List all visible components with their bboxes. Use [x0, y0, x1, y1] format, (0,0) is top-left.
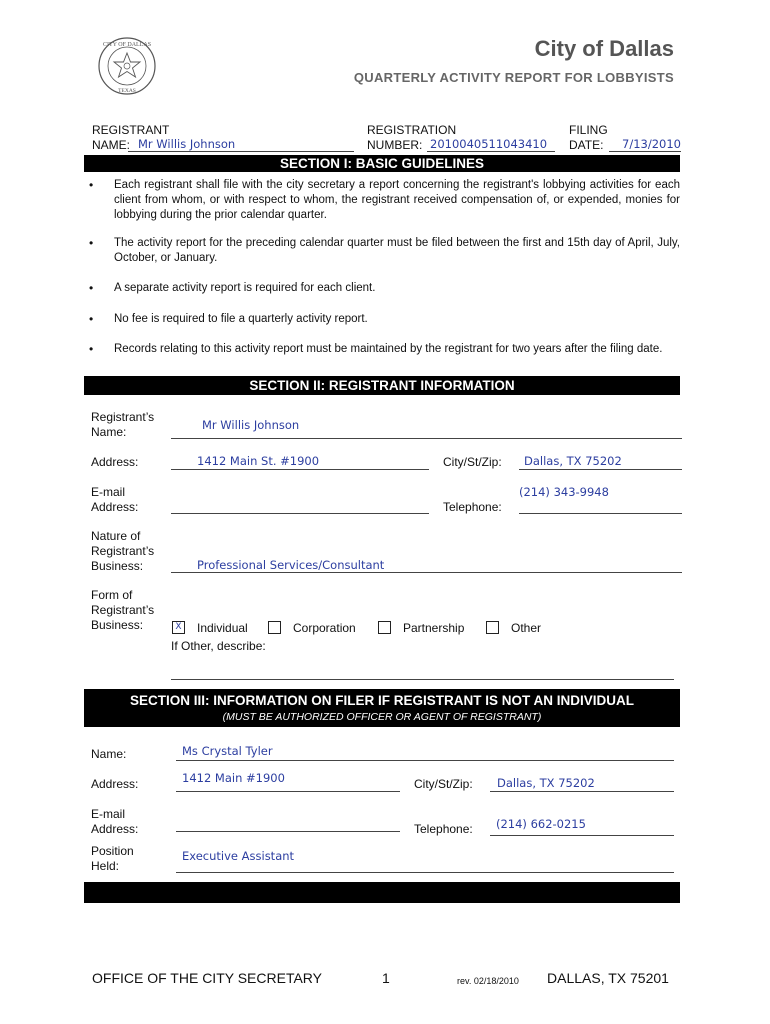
check-mark: X	[175, 622, 182, 632]
position-held-input[interactable]	[176, 849, 674, 873]
checkbox-individual[interactable]	[172, 621, 185, 634]
section-3-heading: SECTION III: INFORMATION ON FILER IF REGISTRANT IS NOT AN INDIVIDUAL	[130, 693, 634, 708]
registration-number-value: 2010040511043410	[430, 137, 548, 151]
city-st-zip-label: City/St/Zip:	[443, 455, 502, 469]
filer-city-label: City/St/Zip:	[414, 777, 473, 791]
filer-telephone-input[interactable]	[490, 817, 674, 836]
checkbox-partnership[interactable]	[378, 621, 391, 634]
filer-email-label: E-mail Address:	[91, 807, 139, 836]
telephone-value: (214) 343-9948	[519, 485, 609, 499]
filing-date-label: FILING DATE:	[569, 123, 608, 152]
option-other-label: Other	[511, 621, 542, 635]
other-describe-label: If Other, describe:	[171, 639, 266, 653]
nature-of-business-label: Nature of Registrant’s Business:	[91, 529, 155, 573]
footer-revision: rev. 02/18/2010	[457, 976, 519, 986]
registrant-name-label: REGISTRANT NAME:	[92, 123, 170, 152]
telephone-label: Telephone:	[443, 500, 502, 514]
option-partnership-label: Partnership	[403, 621, 465, 635]
filer-name-label: Name:	[91, 747, 127, 761]
filing-date-value: 7/13/2010	[622, 137, 681, 151]
section-3-subheading: (MUST BE AUTHORIZED OFFICER OR AGENT OF REGISTRANT)	[222, 711, 542, 723]
address-value: 1412 Main St. #1900	[197, 454, 320, 468]
svg-text:TEXAS: TEXAS	[118, 88, 136, 94]
city-st-zip-input[interactable]	[519, 455, 682, 470]
other-describe-input[interactable]	[171, 667, 674, 680]
checkbox-corporation[interactable]	[268, 621, 281, 634]
filer-telephone-label: Telephone:	[414, 822, 473, 836]
registration-number-field[interactable]	[427, 137, 555, 152]
filer-address-input[interactable]	[176, 771, 400, 792]
address-label: Address:	[91, 455, 139, 469]
checkbox-other[interactable]	[486, 621, 499, 634]
registrant-name-input[interactable]	[171, 418, 682, 439]
position-held-value: Executive Assistant	[182, 849, 295, 863]
guideline-item: • A separate activity report is required for each client.	[84, 281, 680, 296]
svg-text:CITY OF DALLAS: CITY OF DALLAS	[102, 42, 152, 48]
city-seal-logo	[97, 36, 157, 96]
nature-of-business-input[interactable]	[171, 558, 682, 573]
registrant-name-input-value: Mr Willis Johnson	[202, 418, 300, 432]
section-1-heading: SECTION I: BASIC GUIDELINES	[84, 155, 680, 172]
registrant-name-field[interactable]	[128, 137, 354, 152]
option-corporation-label: Corporation	[293, 621, 356, 635]
nature-of-business-value: Professional Services/Consultant	[197, 558, 385, 572]
city-st-zip-value: Dallas, TX 75202	[524, 454, 622, 468]
footer-city: DALLAS, TX 75201	[547, 970, 669, 986]
guidelines-list	[84, 176, 680, 357]
footer-office: OFFICE OF THE CITY SECRETARY	[92, 970, 322, 986]
filer-city-input[interactable]	[490, 777, 674, 792]
section-3-heading-block	[84, 689, 680, 727]
email-input[interactable]	[171, 499, 429, 514]
registrant-name-value: Mr Willis Johnson	[138, 137, 236, 151]
position-held-label: Position Held:	[91, 844, 134, 873]
filer-address-value: 1412 Main #1900	[182, 771, 285, 785]
registrant-name-label-2: Registrant’s Name:	[91, 410, 155, 439]
page-title: City of Dallas	[534, 36, 674, 61]
filer-city-value: Dallas, TX 75202	[497, 776, 595, 790]
section-divider-bar	[84, 882, 680, 903]
guideline-item: • The activity report for the preceding calendar quarter must be filed between the first and 15th day of April, July, October, or January.	[84, 236, 680, 266]
filer-telephone-value: (214) 662-0215	[496, 817, 586, 831]
telephone-input[interactable]	[519, 485, 682, 514]
section-2-heading: SECTION II: REGISTRANT INFORMATION	[84, 376, 680, 395]
filer-address-label: Address:	[91, 777, 139, 791]
filer-name-value: Ms Crystal Tyler	[182, 744, 273, 758]
filer-email-input[interactable]	[176, 817, 400, 832]
page-subtitle: QUARTERLY ACTIVITY REPORT FOR LOBBYISTS	[353, 70, 674, 85]
filing-date-field[interactable]	[609, 137, 681, 152]
option-individual-label: Individual	[197, 621, 248, 635]
address-input[interactable]	[171, 455, 429, 470]
guideline-item: • No fee is required to file a quarterly activity report.	[84, 312, 680, 327]
footer-page-number: 1	[382, 970, 390, 986]
email-label: E-mail Address:	[91, 485, 139, 514]
filer-name-input[interactable]	[176, 746, 674, 761]
guideline-item: • Each registrant shall file with the city secretary a report concerning the registrant's lobbying activities for each client from whom, or with respect to whom, the registrant received compensation of, or expended, monies for lobbying during the prior calendar quarter.	[84, 178, 680, 223]
guideline-item: • Records relating to this activity report must be maintained by the registrant for two years after the filing date.	[84, 342, 680, 357]
registration-number-label: REGISTRATION NUMBER:	[367, 123, 457, 152]
form-of-business-label: Form of Registrant’s Business:	[91, 588, 155, 632]
